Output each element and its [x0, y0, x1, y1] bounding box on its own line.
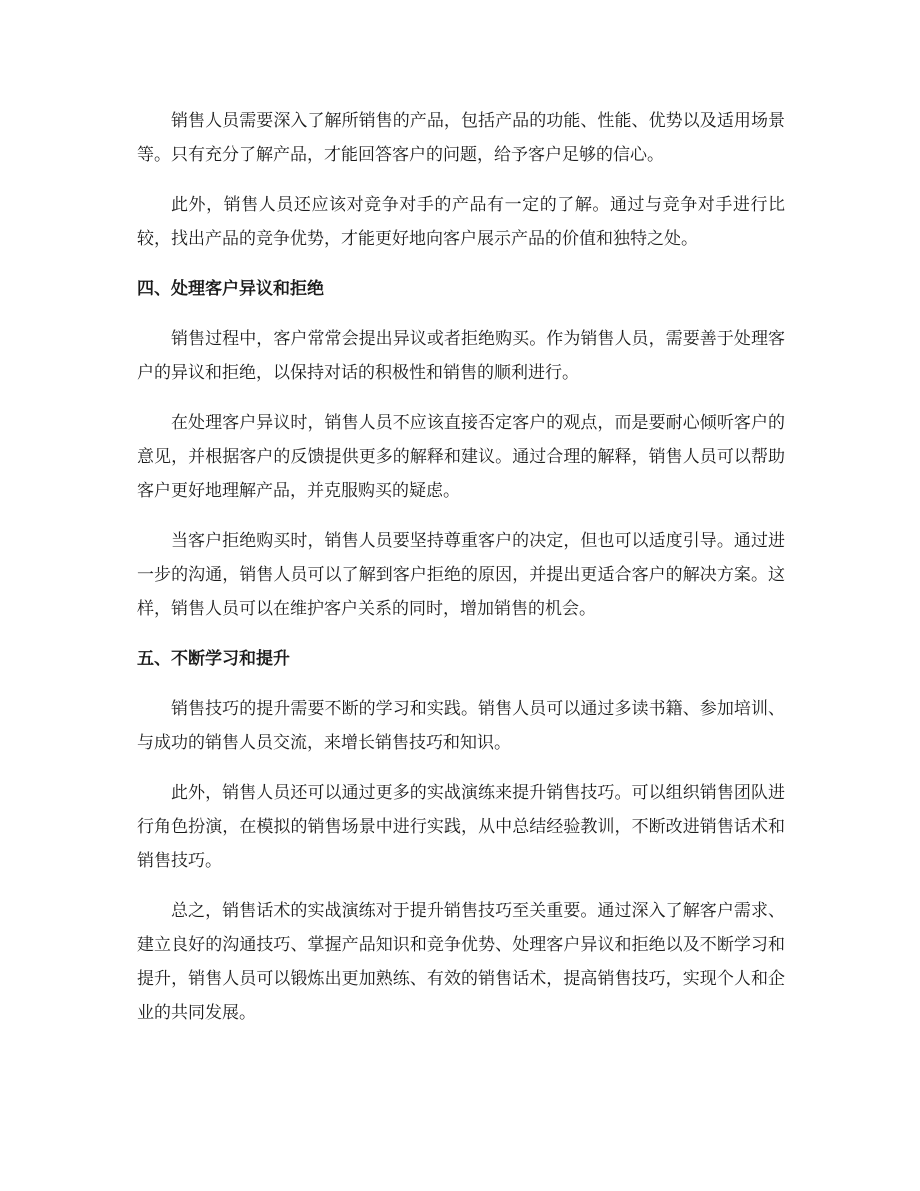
paragraph-competitor-knowledge: 此外，销售人员还应该对竞争对手的产品有一定的了解。通过与竞争对手进行比较，找出产品的竞争优势，才能更好地向客户展示产品的价值和独特之处。 — [137, 195, 785, 249]
paragraph-role-play: 此外，销售人员还可以通过更多的实战演练来提升销售技巧。可以组织销售团队进行角色扮演，在模拟的销售场景中进行实践，从中总结经验教训，不断改进销售话术和销售技巧。 — [137, 783, 785, 871]
document-page — [137, 104, 785, 1046]
paragraph-handling-rejection: 当客户拒绝购买时，销售人员要坚持尊重客户的决定，但也可以适度引导。通过进一步的沟通，销售人员可以了解到客户拒绝的原因，并提出更适合客户的解决方案。这样，销售人员可以在维护客户关系的同时，增加销售的机会。 — [137, 531, 785, 619]
paragraph-objections-intro: 销售过程中，客户常常会提出异议或者拒绝购买。作为销售人员，需要善于处理客户的异议和拒绝，以保持对话的积极性和销售的顺利进行。 — [137, 329, 785, 383]
paragraph-conclusion: 总之，销售话术的实战演练对于提升销售技巧至关重要。通过深入了解客户需求、建立良好的沟通技巧、掌握产品知识和竞争优势、处理客户异议和拒绝以及不断学习和提升，销售人员可以锻炼出更加熟练、有效的销售话术，提高销售技巧，实现个人和企业的共同发展。 — [137, 901, 785, 1023]
paragraph-handling-objections: 在处理客户异议时，销售人员不应该直接否定客户的观点，而是要耐心倾听客户的意见，并根据客户的反馈提供更多的解释和建议。通过合理的解释，销售人员可以帮助客户更好地理解产品，并克服购买的疑虑。 — [137, 413, 785, 501]
paragraph-product-knowledge: 销售人员需要深入了解所销售的产品，包括产品的功能、性能、优势以及适用场景等。只有充分了解产品，才能回答客户的问题，给予客户足够的信心。 — [137, 111, 785, 165]
section-heading-objections: 四、处理客户异议和拒绝 — [137, 279, 324, 299]
paragraph-learning-intro: 销售技巧的提升需要不断的学习和实践。销售人员可以通过多读书籍、参加培训、与成功的销售人员交流，来增长销售技巧和知识。 — [137, 699, 785, 753]
section-heading-learning: 五、不断学习和提升 — [137, 649, 290, 669]
